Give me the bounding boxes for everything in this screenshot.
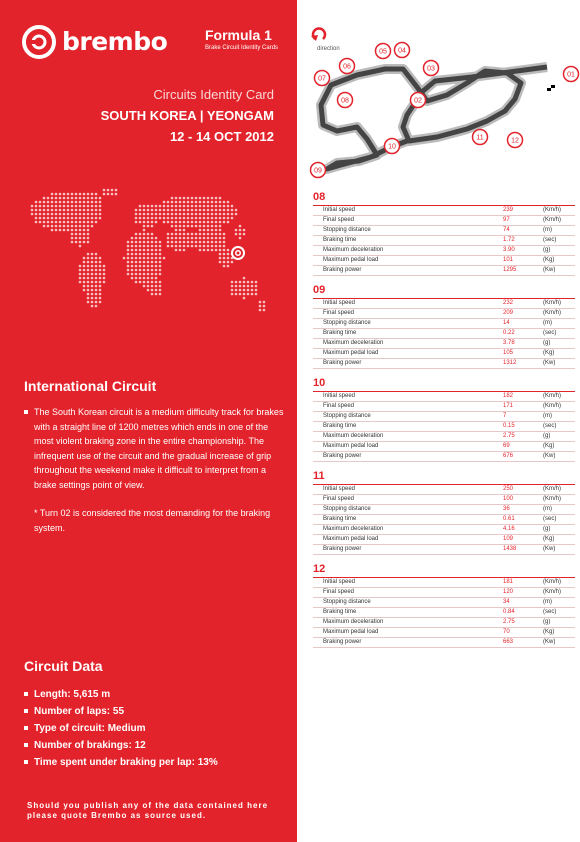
table-row — [313, 535, 575, 545]
metric-unit: (g) — [543, 340, 551, 346]
bullet-icon — [24, 410, 28, 414]
metric-label: Maximum deceleration — [323, 247, 384, 253]
metric-unit: (Km/h) — [543, 300, 561, 306]
metric-unit: (Km/h) — [543, 496, 561, 502]
table-row — [313, 246, 575, 256]
turn-marker-label: 05 — [379, 48, 387, 56]
metric-unit: (Km/h) — [543, 310, 561, 316]
metric-label: Braking power — [323, 360, 362, 366]
turn-marker — [338, 93, 353, 108]
table-row — [313, 618, 575, 628]
table-row — [313, 452, 575, 462]
metric-unit: (Kg) — [543, 536, 555, 542]
metric-unit: (g) — [543, 247, 551, 253]
metric-label: Maximum pedal load — [323, 257, 379, 263]
metric-label: Braking time — [323, 237, 357, 243]
table-row — [313, 216, 575, 226]
circuit-data-list — [24, 686, 218, 771]
turn-marker — [424, 61, 439, 76]
turn-marker-label: 02 — [414, 97, 422, 105]
metric-value: 0.15 — [503, 423, 515, 429]
metric-value: 1438 — [503, 546, 517, 552]
metric-unit: (Km/h) — [543, 207, 561, 213]
circuit-data-heading: Circuit Data — [24, 658, 103, 674]
metric-unit: (Kg) — [543, 257, 555, 263]
table-row — [313, 226, 575, 236]
table-row — [313, 515, 575, 525]
metric-label: Braking time — [323, 423, 357, 429]
table-row — [313, 588, 575, 598]
table-row — [313, 578, 575, 588]
table-row — [313, 422, 575, 432]
metric-unit: (Km/h) — [543, 403, 561, 409]
turn-table — [313, 469, 575, 555]
metric-label: Maximum pedal load — [323, 629, 379, 635]
circuit-laps: Number of laps: 55 — [34, 706, 125, 717]
metric-unit: (Kg) — [543, 629, 555, 635]
turn-heading: 09 — [313, 284, 326, 296]
metric-value: 209 — [503, 310, 514, 316]
metric-value: 109 — [503, 536, 514, 542]
metric-unit: (m) — [543, 227, 552, 233]
metric-value: 182 — [503, 393, 514, 399]
metric-unit: (Kg) — [543, 443, 555, 449]
metric-unit: (m) — [543, 506, 552, 512]
turn-marker — [340, 59, 355, 74]
bullet-icon — [24, 692, 28, 696]
table-row — [313, 299, 575, 309]
turn-marker — [385, 139, 400, 154]
turn-table — [313, 190, 575, 276]
metric-label: Stopping distance — [323, 413, 371, 419]
metric-label: Final speed — [323, 310, 355, 316]
turn-marker — [508, 133, 523, 148]
finish-flag-icon — [547, 85, 555, 91]
metric-value: 105 — [503, 350, 514, 356]
metric-unit: (g) — [543, 433, 551, 439]
metric-unit: (sec) — [543, 516, 557, 522]
metric-label: Final speed — [323, 403, 355, 409]
metric-label: Braking power — [323, 453, 362, 459]
metric-value: 74 — [503, 227, 510, 233]
metric-label: Initial speed — [323, 207, 356, 213]
metric-label: Maximum deceleration — [323, 526, 384, 532]
metric-unit: (sec) — [543, 237, 557, 243]
location-target-icon — [231, 246, 245, 260]
turn-marker — [411, 93, 426, 108]
metric-unit: (sec) — [543, 609, 557, 615]
metric-label: Stopping distance — [323, 227, 371, 233]
international-note: * Turn 02 is considered the most demanding for the braking system. — [34, 508, 271, 533]
table-row — [313, 432, 575, 442]
metric-label: Initial speed — [323, 486, 356, 492]
table-row — [313, 319, 575, 329]
metric-unit: (Km/h) — [543, 579, 561, 585]
metric-unit: (Kw) — [543, 546, 556, 552]
metric-value: 101 — [503, 257, 514, 263]
metric-value: 14 — [503, 320, 510, 326]
world-map — [22, 180, 272, 330]
bullet-icon — [24, 709, 28, 713]
metric-label: Braking time — [323, 516, 357, 522]
metric-label: Braking power — [323, 546, 362, 552]
series-subtitle: Brake Circuit Identity Cards — [205, 45, 279, 51]
table-row — [313, 442, 575, 452]
metric-value: 7 — [503, 413, 507, 419]
metric-label: Final speed — [323, 217, 355, 223]
turn-marker-label: 09 — [314, 167, 322, 175]
metric-label: Maximum deceleration — [323, 619, 384, 625]
turn-heading: 10 — [313, 377, 326, 389]
metric-value: 3.90 — [503, 247, 515, 253]
brembo-logo-icon — [22, 25, 56, 59]
metric-value: 0.22 — [503, 330, 515, 336]
metric-value: 3.78 — [503, 340, 515, 346]
turn-marker — [376, 44, 391, 59]
metric-value: 100 — [503, 496, 514, 502]
metric-value: 1.72 — [503, 237, 515, 243]
card-location: SOUTH KOREA | YEONGAM — [100, 108, 274, 123]
bullet-icon — [24, 760, 28, 764]
metric-value: 2.75 — [503, 433, 515, 439]
brembo-wordmark: brembo — [62, 27, 168, 56]
direction-label: direction — [317, 46, 340, 52]
metric-label: Maximum pedal load — [323, 536, 379, 542]
metric-value: 676 — [503, 453, 514, 459]
metric-unit: (sec) — [543, 423, 557, 429]
table-row — [313, 339, 575, 349]
turn-marker — [311, 163, 326, 178]
metric-label: Maximum deceleration — [323, 433, 384, 439]
bullet-icon — [24, 743, 28, 747]
metric-unit: (Kw) — [543, 267, 556, 273]
metric-label: Stopping distance — [323, 506, 371, 512]
turn-marker-label: 03 — [427, 65, 435, 73]
list-item — [24, 686, 218, 703]
metric-value: 69 — [503, 443, 510, 449]
metric-value: 0.84 — [503, 609, 515, 615]
metric-value: 239 — [503, 207, 514, 213]
turn-heading: 11 — [313, 470, 325, 482]
metric-value: 97 — [503, 217, 510, 223]
metric-value: 70 — [503, 629, 510, 635]
table-row — [313, 402, 575, 412]
metric-value: 34 — [503, 599, 510, 605]
metric-value: 120 — [503, 589, 514, 595]
table-row — [313, 349, 575, 359]
turn-table — [313, 562, 575, 648]
footer-line-2: please quote Brembo as source used. — [27, 811, 207, 820]
turn-marker — [564, 67, 579, 82]
metric-value: 36 — [503, 506, 510, 512]
metric-label: Maximum pedal load — [323, 443, 379, 449]
metric-label: Braking power — [323, 267, 362, 273]
table-row — [313, 638, 575, 648]
metric-value: 171 — [503, 403, 514, 409]
table-row — [313, 256, 575, 266]
metric-label: Initial speed — [323, 393, 356, 399]
table-row — [313, 329, 575, 339]
bullet-icon — [24, 726, 28, 730]
metric-value: 1312 — [503, 360, 517, 366]
turn-marker — [473, 130, 488, 145]
metric-unit: (Km/h) — [543, 217, 561, 223]
circuit-braking-time: Time spent under braking per lap: 13% — [34, 757, 218, 768]
list-item — [24, 737, 218, 754]
metric-value: 663 — [503, 639, 514, 645]
table-row — [313, 236, 575, 246]
metric-label: Maximum pedal load — [323, 350, 379, 356]
table-row — [313, 495, 575, 505]
metric-unit: (Kw) — [543, 453, 556, 459]
table-row — [313, 206, 575, 216]
metric-value: 250 — [503, 486, 514, 492]
turn-marker-label: 12 — [511, 137, 519, 145]
turn-marker — [315, 71, 330, 86]
metric-unit: (m) — [543, 599, 552, 605]
international-text-block — [24, 405, 286, 535]
table-row — [313, 266, 575, 276]
circuit-length: Length: 5,615 m — [34, 689, 111, 700]
turn-heading: 08 — [313, 191, 326, 203]
turn-table — [313, 283, 575, 369]
metric-value: 181 — [503, 579, 514, 585]
international-heading: International Circuit — [24, 378, 157, 394]
table-row — [313, 505, 575, 515]
circuit-brakings: Number of brakings: 12 — [34, 740, 146, 751]
table-row — [313, 608, 575, 618]
table-row — [313, 392, 575, 402]
series-title: Formula 1 — [205, 27, 272, 43]
metric-label: Final speed — [323, 496, 355, 502]
metric-unit: (Km/h) — [543, 589, 561, 595]
turn-heading: 12 — [313, 563, 326, 575]
metric-unit: (Kg) — [543, 350, 555, 356]
list-item — [24, 754, 218, 771]
metric-unit: (g) — [543, 619, 551, 625]
table-row — [313, 359, 575, 369]
metric-value: 0.61 — [503, 516, 515, 522]
metric-unit: (Km/h) — [543, 393, 561, 399]
metric-label: Braking time — [323, 330, 357, 336]
direction-arrow-icon — [311, 29, 325, 41]
table-row — [313, 412, 575, 422]
footer-note — [27, 801, 268, 821]
metric-label: Initial speed — [323, 579, 356, 585]
card-date: 12 - 14 OCT 2012 — [169, 129, 274, 144]
turn-marker — [395, 43, 410, 58]
metric-label: Stopping distance — [323, 599, 371, 605]
table-row — [313, 309, 575, 319]
metric-label: Final speed — [323, 589, 355, 595]
metric-unit: (m) — [543, 320, 552, 326]
metric-unit: (Kw) — [543, 360, 556, 366]
braking-tables — [313, 190, 575, 655]
metric-unit: (Km/h) — [543, 486, 561, 492]
brembo-logo — [22, 25, 182, 61]
metric-unit: (Kw) — [543, 639, 556, 645]
metric-label: Stopping distance — [323, 320, 371, 326]
track-map — [307, 25, 580, 180]
table-row — [313, 485, 575, 495]
metric-label: Braking time — [323, 609, 357, 615]
metric-label: Maximum deceleration — [323, 340, 384, 346]
metric-value: 4.16 — [503, 526, 515, 532]
table-row — [313, 545, 575, 555]
turn-marker-label: 01 — [567, 71, 575, 79]
list-item — [24, 720, 218, 737]
metric-unit: (g) — [543, 526, 551, 532]
turn-marker-label: 06 — [343, 63, 351, 71]
turn-marker-label: 08 — [341, 97, 349, 105]
table-row — [313, 525, 575, 535]
turn-marker-label: 10 — [388, 143, 396, 151]
metric-value: 2.75 — [503, 619, 515, 625]
metric-value: 232 — [503, 300, 514, 306]
metric-label: Braking power — [323, 639, 362, 645]
metric-label: Initial speed — [323, 300, 356, 306]
table-row — [313, 598, 575, 608]
circuit-type: Type of circuit: Medium — [34, 723, 146, 734]
card-title: Circuits Identity Card — [153, 87, 274, 102]
list-item — [24, 703, 218, 720]
metric-unit: (m) — [543, 413, 552, 419]
international-text: The South Korean circuit is a medium difficulty track for brakes with a straight line of 1200 metres which ends in one of the most violent braking zone in the entire championship. The infrequent use of the circuit and the gradual increase of grip throughout the weekend make it difficult to interpret from a brake settings point of view. — [34, 407, 284, 490]
turn-table — [313, 376, 575, 462]
metric-value: 1295 — [503, 267, 517, 273]
footer-line-1: Should you publish any of the data contained here — [27, 801, 269, 810]
turn-marker-label: 11 — [476, 134, 484, 142]
turn-marker-label: 07 — [318, 75, 326, 83]
table-row — [313, 628, 575, 638]
turn-marker-label: 04 — [398, 47, 406, 55]
track-map-svg — [307, 25, 580, 180]
metric-unit: (sec) — [543, 330, 557, 336]
